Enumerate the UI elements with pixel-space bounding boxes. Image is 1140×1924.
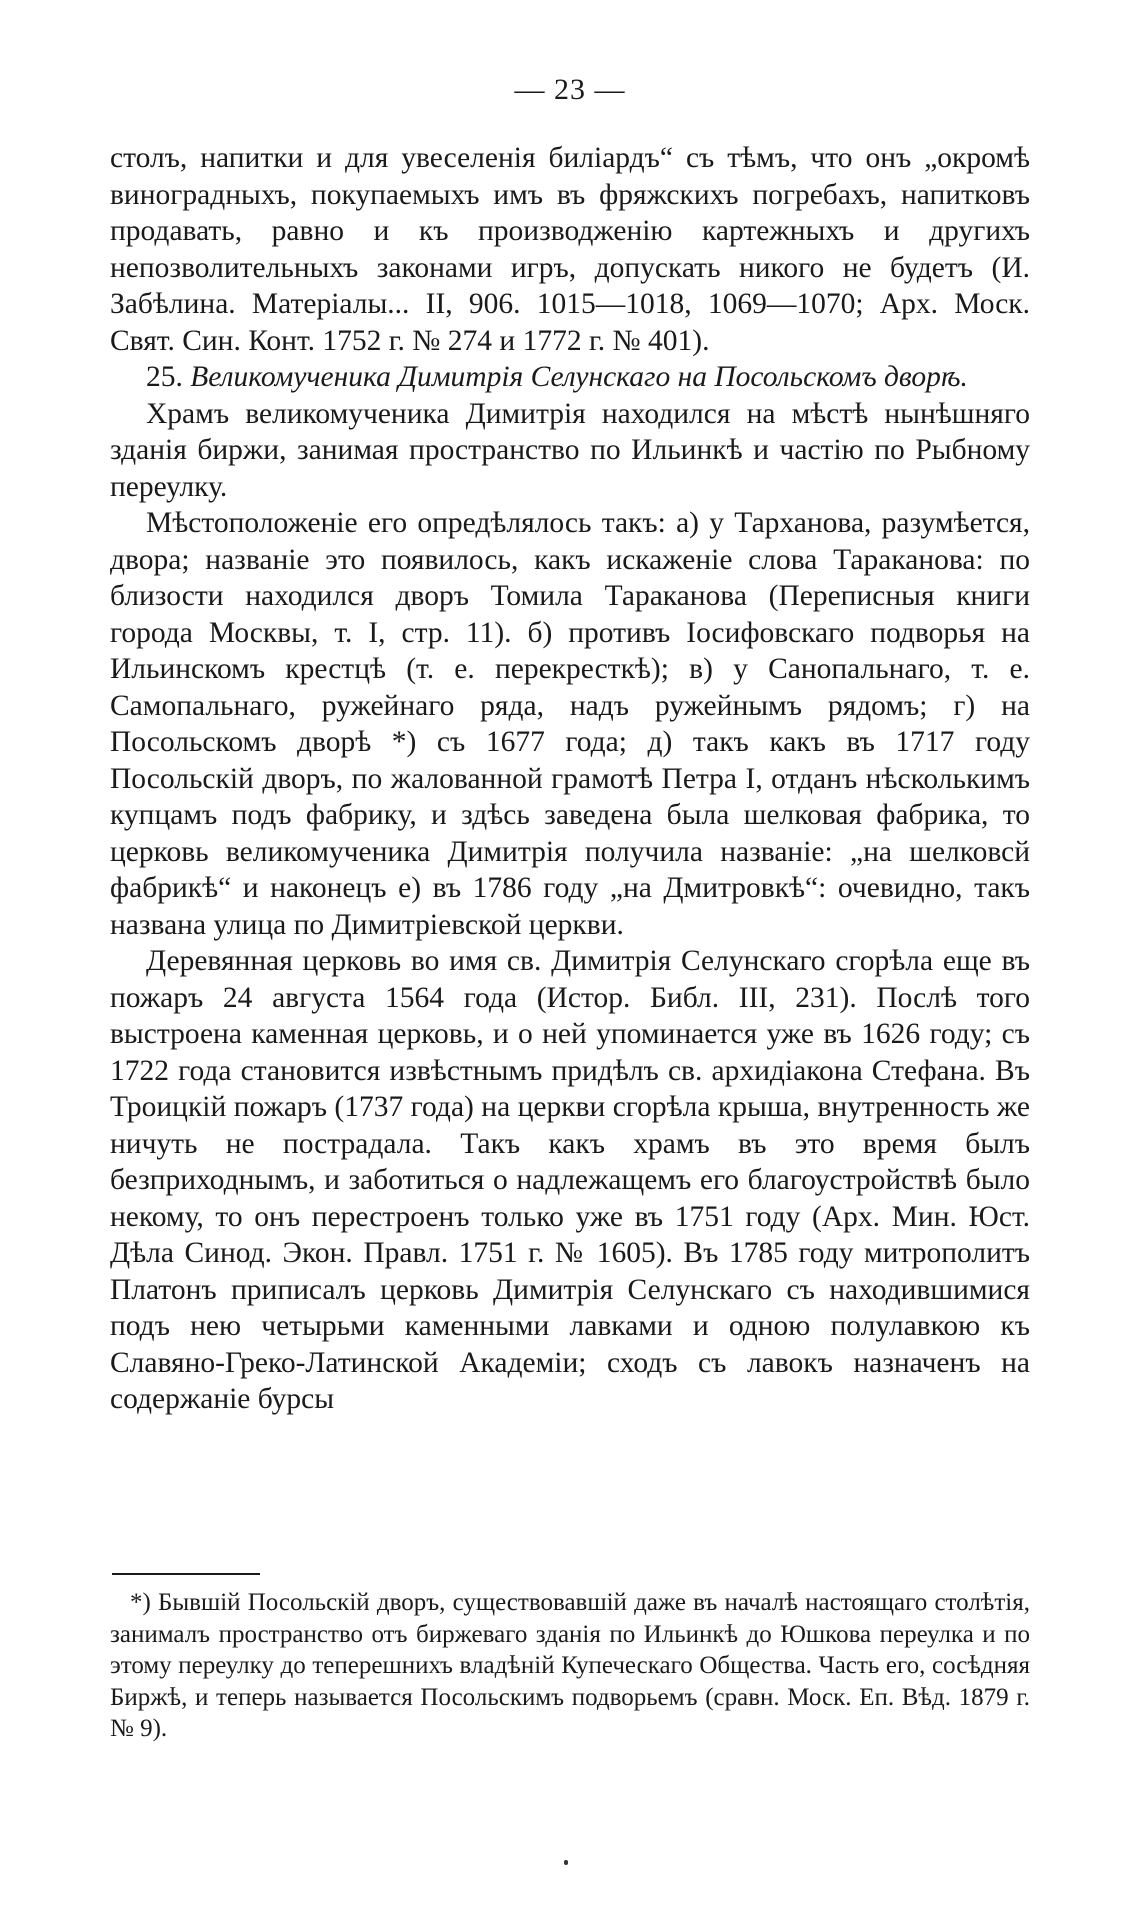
paragraph-position: Мѣстоположеніе его опредѣлялось такъ: а) у Тарханова, разумѣется, двора; названіе это появилось, какъ искаженіе слова Тараканова: по близости находился дворъ Томила Тараканова (Переписныя книги города Москвы, т. I, стр. 11). б) противъ Іосифовскаго подворья на Ильинскомъ крестцѣ (т. е. перекресткѣ); в) у Санопальнаго, т. е. Самопальнаго, ружейнаго ряда, надъ ружейнымъ рядомъ; г) на Посольскомъ дворѣ *) съ 1677 года; д) такъ какъ въ 1717 году Посольскій дворъ, по жалованной грамотѣ Петра I, отданъ нѣсколькимъ купцамъ подъ фабрику, и здѣсь заведена была шелковая фабрика, то церковь великомученика Димитрія получила названіе: „на шелковсй фабрикѣ“ и наконецъ е) въ 1786 году „на Дмитровкѣ“: очевидно, такъ названа улица по Димитріевской церкви. (110, 507, 1030, 941)
footnote-posolsky-dvor: *) Бывшій Посольскій дворъ, существовавшій даже въ началѣ настоящаго столѣтія, занималъ пространство отъ биржеваго зданія по Ильинкѣ до Юшкова переулка и по этому переулку до теперешнихъ владѣній Купеческаго Общества. Часть его, сосѣдняя Биржѣ, и теперь называется Посольскимъ подворьемъ (сравн. Моск. Еп. Вѣд. 1879 г. № 9). (110, 1589, 1030, 1742)
section-number: 25. (146, 361, 183, 393)
section-title: Великомученика Димитрія Селунскаго на Посольскомъ дворѣ. (190, 361, 968, 393)
paragraph-continuation: столъ, напитки и для увеселенія биліардъ“ съ тѣмъ, что онъ „окромѣ виноградныхъ, покупаемыхъ имъ въ фряжскихъ погребахъ, напитковъ продавать, равно и къ производженію картежныхъ и другихъ непозволительныхъ законами игръ, допускать никого не будетъ (И. Забѣлина. Матеріалы... II, 906. 1015—1018, 1069—1070; Арх. Моск. Свят. Син. Конт. 1752 г. № 274 и 1772 г. № 401). (110, 142, 1030, 357)
footnote-divider (112, 1573, 260, 1575)
print-speck (564, 1860, 568, 1865)
paragraph-history: Деревянная церковь во имя св. Димитрія Селунскаго сгорѣла еще въ пожаръ 24 августа 1564 года (Истор. Библ. III, 231). Послѣ того выстроена каменная церковь, и о ней упоминается уже въ 1626 году; съ 1722 года становится извѣстнымъ придѣлъ св. архидіакона Стефана. Въ Троицкій пожаръ (1737 года) на церкви сгорѣла крыша, внутренность же ничуть не пострадала. Такъ какъ храмъ въ это время былъ безприходнымъ, и заботиться о надлежащемъ его благоустройствѣ было некому, то онъ перестроенъ только уже въ 1751 году (Арх. Мин. Юст. Дѣла Синод. Экон. Правл. 1751 г. № 1605). Въ 1785 году митрополитъ Платонъ приписалъ церковь Димитрія Селунскаго съ находившимися подъ нею четырьми каменными лавками и одною полулавкою къ Славяно-Греко-Латинской Академіи; сходъ съ лавокъ назначенъ на содержаніе бурсы (110, 945, 1030, 1415)
page-number: — 23 — (514, 73, 626, 106)
paragraph-temple-location: Храмъ великомученика Димитрія находился на мѣстѣ нынѣшняго зданія биржи, занимая пространство по Ильинкѣ и частію по Рыбному переулку. (110, 397, 1030, 503)
section-heading (110, 359, 1030, 396)
main-text (110, 140, 1030, 1418)
footnotes (110, 1587, 1030, 1745)
